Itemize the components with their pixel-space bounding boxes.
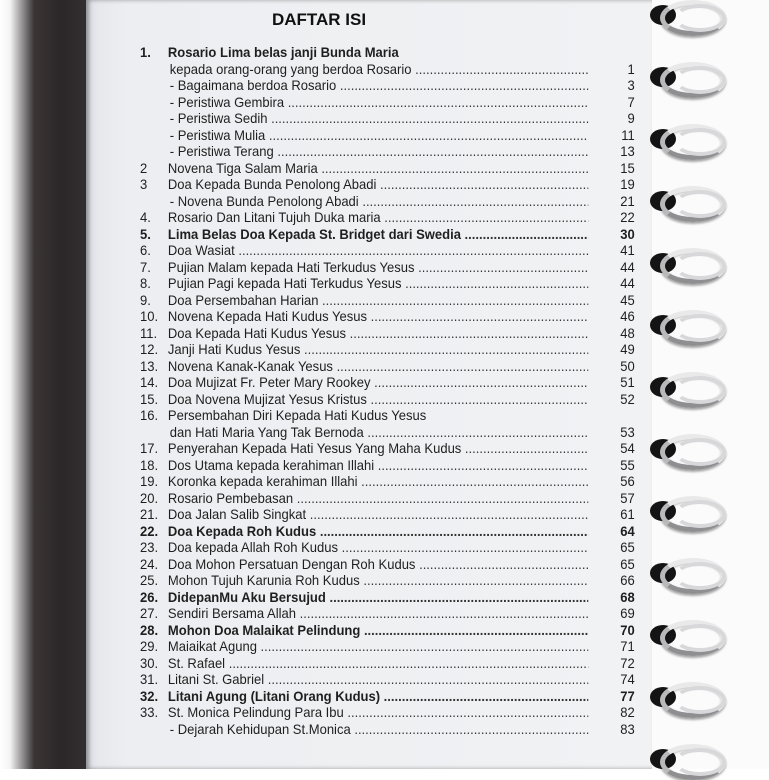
toc-entry xyxy=(140,374,635,391)
toc-entry xyxy=(140,325,635,342)
entry-number: 1. xyxy=(140,44,151,60)
entry-number: 2 xyxy=(140,159,148,176)
spiral-coil xyxy=(644,182,726,218)
entry-title: Doa Jalan Salib Singkat ..... xyxy=(168,506,588,523)
entry-title: Rosario Lima belas janji Bunda Maria xyxy=(167,44,399,60)
entry-number: 25. xyxy=(140,572,159,588)
toc-entry xyxy=(140,209,635,226)
entry-number: 18. xyxy=(140,456,159,473)
entry-page-number: 54 xyxy=(620,440,635,456)
entry-page-number: 56 xyxy=(620,473,635,489)
entry-title: - Dejarah Kehidupan St.Monica ..... xyxy=(168,721,588,738)
entry-page-number: 71 xyxy=(620,638,635,654)
entry-page-number: 64 xyxy=(620,522,635,539)
entry-page-number: 30 xyxy=(620,225,635,242)
toc-entry xyxy=(140,424,635,441)
entry-page-number: 70 xyxy=(620,621,635,638)
entry-number: 22. xyxy=(140,522,159,539)
entry-page-number: 74 xyxy=(620,671,635,687)
entry-page-number: 9 xyxy=(627,110,635,126)
entry-title: Dos Utama kepada kerahiman Illahi ..... xyxy=(168,457,588,474)
entry-page-number: 72 xyxy=(620,654,635,671)
entry-number: 15. xyxy=(140,390,159,407)
entry-number: 31. xyxy=(140,671,159,687)
toc-entry xyxy=(140,242,635,259)
toc-entry xyxy=(140,308,635,325)
entry-page-number: 44 xyxy=(620,258,635,275)
entry-title: Novena Kanak-Kanak Yesus ..... xyxy=(168,358,588,375)
toc-entry xyxy=(140,193,635,210)
entry-page-number: 11 xyxy=(621,126,635,143)
toc-entry xyxy=(140,391,635,408)
entry-number: 27. xyxy=(140,605,159,621)
entry-title: St. Rafael ..... xyxy=(168,655,588,672)
toc-entry xyxy=(140,77,635,94)
entry-page-number: 82 xyxy=(620,704,635,720)
entry-title: Litani Agung (Litani Orang Kudus) ..... xyxy=(168,688,588,705)
entry-title: Pujian Malam kepada Hati Terkudus Yesus ..... xyxy=(168,259,588,276)
entry-number: 10. xyxy=(140,308,159,324)
entry-number: 19. xyxy=(140,473,159,489)
toc-entry xyxy=(140,589,635,606)
toc-entry xyxy=(140,655,635,672)
entry-title: Litani St. Gabriel ..... xyxy=(168,671,588,688)
entry-title: Doa Novena Mujizat Yesus Kristus ..... xyxy=(168,391,588,408)
entry-title: Janji Hati Kudus Yesus ..... xyxy=(168,341,588,358)
entry-number: 26. xyxy=(140,588,159,605)
entry-page-number: 19 xyxy=(620,176,635,192)
toc-entry xyxy=(140,688,635,705)
toc-entry xyxy=(140,44,635,61)
entry-number: 6. xyxy=(140,242,151,258)
toc-entry xyxy=(140,275,635,292)
toc-entry xyxy=(140,523,635,540)
entry-page-number: 61 xyxy=(620,506,635,522)
entry-page-number: 41 xyxy=(620,242,635,258)
entry-title: St. Monica Pelindung Para Ibu ..... xyxy=(168,704,588,721)
entry-page-number: 49 xyxy=(620,341,635,357)
entry-page-number: 22 xyxy=(620,209,635,225)
entry-number: 9. xyxy=(140,291,151,308)
entry-page-number: 55 xyxy=(620,456,635,473)
entry-number: 4. xyxy=(140,209,151,225)
entry-title: - Peristiwa Mulia ..... xyxy=(168,127,588,144)
entry-title: - Peristiwa Sedih ..... xyxy=(168,110,588,127)
spiral-coil xyxy=(644,368,726,404)
entry-title: Persembahan Diri Kepada Hati Kudus Yesus xyxy=(167,407,427,423)
toc-entry xyxy=(140,490,635,507)
toc-entry xyxy=(140,721,635,738)
entry-title: Mohon Doa Malaikat Pelindung ..... xyxy=(168,622,588,639)
entry-title: Novena Kepada Hati Kudus Yesus ..... xyxy=(168,308,588,325)
spiral-coil xyxy=(644,244,726,280)
entry-number: 29. xyxy=(140,638,159,654)
entry-title: kepada orang-orang yang berdoa Rosario ..... xyxy=(168,61,588,78)
entry-title: - Peristiwa Gembira ..... xyxy=(168,94,588,111)
spiral-coil xyxy=(644,616,726,652)
entry-page-number: 50 xyxy=(620,357,635,374)
toc-entry xyxy=(140,671,635,688)
entry-title: Sendiri Bersama Allah ..... xyxy=(168,605,588,622)
entry-number: 7. xyxy=(140,258,151,275)
entry-title: - Novena Bunda Penolong Abadi ..... xyxy=(168,193,588,210)
entry-page-number: 65 xyxy=(620,555,635,572)
entry-page-number: 65 xyxy=(620,539,635,555)
entry-title: Doa kepada Allah Roh Kudus ..... xyxy=(168,539,588,556)
entry-number: 8. xyxy=(140,275,151,291)
entry-page-number: 69 xyxy=(620,605,635,621)
entry-number: 11. xyxy=(140,324,158,341)
spiral-coil xyxy=(644,430,726,466)
entry-title: Rosario Pembebasan ..... xyxy=(168,490,588,507)
entry-page-number: 13 xyxy=(620,143,635,159)
entry-page-number: 53 xyxy=(620,423,635,440)
toc-entry xyxy=(140,605,635,622)
spiral-coil xyxy=(644,554,726,590)
entry-title: Doa Persembahan Harian ..... xyxy=(168,292,588,309)
entry-title: Koronka kepada kerahiman Illahi ..... xyxy=(168,473,588,490)
toc-entry xyxy=(140,622,635,639)
entry-page-number: 45 xyxy=(620,291,635,308)
entry-page-number: 15 xyxy=(620,159,635,176)
toc-entry xyxy=(140,341,635,358)
toc-entry xyxy=(140,61,635,78)
entry-title: Doa Kepada Roh Kudus ..... xyxy=(168,523,588,540)
spiral-coil xyxy=(644,740,726,776)
entry-number: 17. xyxy=(140,440,159,456)
entry-title: Doa Mujizat Fr. Peter Mary Rookey ..... xyxy=(168,374,588,391)
entry-title: DidepanMu Aku Bersujud ..... xyxy=(168,589,588,606)
toc-entry xyxy=(140,638,635,655)
book-page xyxy=(86,0,652,769)
toc-entry xyxy=(140,440,635,457)
entry-number: 23. xyxy=(140,539,159,555)
page-title: DAFTAR ISI xyxy=(271,10,367,29)
entry-number: 32. xyxy=(140,687,159,704)
spiral-coil xyxy=(644,306,726,342)
entry-title: Rosario Dan Litani Tujuh Duka maria ..... xyxy=(168,209,588,226)
toc-entry xyxy=(140,506,635,523)
spiral-coil xyxy=(644,120,726,156)
spiral-coil xyxy=(644,492,726,528)
entry-page-number: 1 xyxy=(627,60,635,77)
entry-number: 20. xyxy=(140,489,159,506)
entry-title: Doa Wasiat ..... xyxy=(168,242,588,259)
toc-entry xyxy=(140,110,635,127)
entry-title: Novena Tiga Salam Maria ..... xyxy=(168,160,588,177)
entry-page-number: 83 xyxy=(620,720,635,737)
entry-number: 21. xyxy=(140,506,159,522)
entry-title: - Bagaimana berdoa Rosario ..... xyxy=(168,77,588,94)
toc-entry xyxy=(140,407,635,424)
entry-number: 13. xyxy=(140,357,159,374)
entry-page-number: 46 xyxy=(620,308,635,324)
toc-entry xyxy=(140,358,635,375)
toc-entry xyxy=(140,176,635,193)
toc-entry xyxy=(140,143,635,160)
entry-title: dan Hati Maria Yang Tak Bernoda ..... xyxy=(168,424,588,441)
entry-title: Doa Kepada Hati Kudus Yesus ..... xyxy=(168,325,588,342)
entry-title: Doa Kepada Bunda Penolong Abadi ..... xyxy=(168,176,588,193)
spiral-coil xyxy=(644,58,726,94)
spiral-coil xyxy=(644,0,726,32)
toc-entry xyxy=(140,160,635,177)
toc-entry xyxy=(140,704,635,721)
entry-title: Maiaikat Agung ..... xyxy=(168,638,588,655)
entry-title: Mohon Tujuh Karunia Roh Kudus ..... xyxy=(168,572,588,589)
toc-entry xyxy=(140,473,635,490)
entry-title: Pujian Pagi kepada Hati Terkudus Yesus ..... xyxy=(168,275,588,292)
toc-entry xyxy=(140,259,635,276)
entry-number: 33. xyxy=(140,704,159,720)
toc-entry xyxy=(140,539,635,556)
table-of-contents xyxy=(140,44,634,737)
entry-page-number: 68 xyxy=(620,588,635,605)
toc-entry xyxy=(140,226,635,243)
book-cover xyxy=(0,0,92,769)
entry-page-number: 7 xyxy=(627,93,635,110)
entry-title: Penyerahan Kepada Hati Yesus Yang Maha Kudus ..... xyxy=(168,440,588,457)
entry-page-number: 52 xyxy=(620,390,635,407)
toc-entry xyxy=(140,292,635,309)
entry-page-number: 66 xyxy=(620,572,635,588)
entry-number: 30. xyxy=(140,654,159,671)
entry-number: 3 xyxy=(140,176,148,192)
entry-page-number: 51 xyxy=(620,374,635,390)
entry-page-number: 44 xyxy=(620,275,635,291)
entry-number: 24. xyxy=(140,555,159,572)
toc-entry xyxy=(140,94,635,111)
entry-number: 16. xyxy=(140,407,159,423)
entry-number: 12. xyxy=(140,341,159,357)
entry-title: - Peristiwa Terang ..... xyxy=(168,143,588,160)
toc-entry xyxy=(140,457,635,474)
entry-page-number: 3 xyxy=(627,77,635,93)
entry-number: 14. xyxy=(140,374,159,390)
toc-entry xyxy=(140,127,635,144)
entry-page-number: 77 xyxy=(620,687,635,704)
entry-number: 5. xyxy=(140,225,151,242)
spiral-coil xyxy=(644,678,726,714)
entry-number: 28. xyxy=(140,621,159,638)
entry-title: Lima Belas Doa Kepada St. Bridget dari Swedia ..... xyxy=(168,226,588,243)
entry-page-number: 57 xyxy=(620,489,635,506)
toc-entry xyxy=(140,556,635,573)
entry-title: Doa Mohon Persatuan Dengan Roh Kudus ..... xyxy=(168,556,588,573)
entry-page-number: 21 xyxy=(620,192,635,209)
toc-entry xyxy=(140,572,635,589)
entry-page-number: 48 xyxy=(620,324,635,341)
